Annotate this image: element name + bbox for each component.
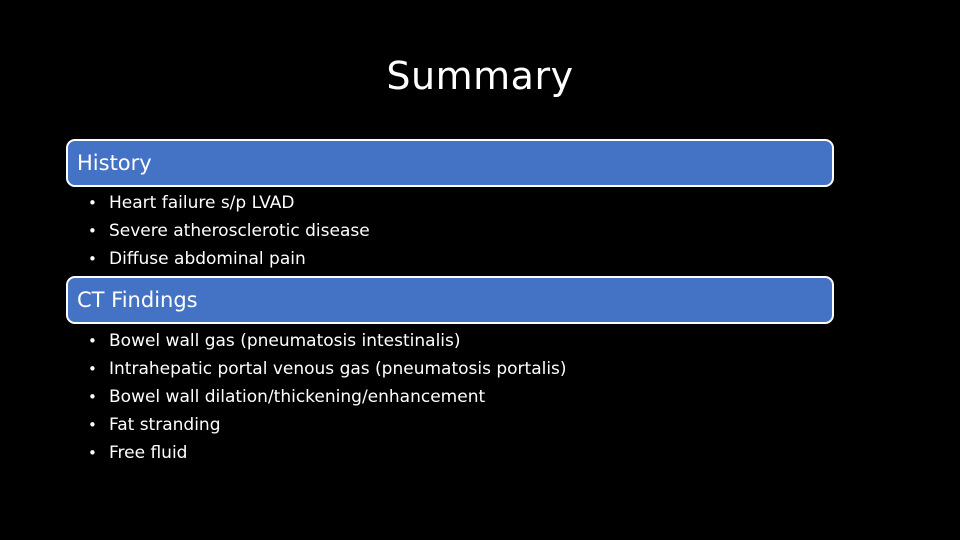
list-item-text: Free fluid [109, 443, 188, 463]
list-item-text: Severe atherosclerotic disease [109, 221, 370, 241]
list-item [88, 411, 567, 439]
list-item-text: Diffuse abdominal pain [109, 249, 306, 269]
list-item [88, 217, 370, 245]
bullet-icon: • [88, 222, 97, 240]
slide-title: Summary [386, 54, 574, 98]
bullet-icon: • [88, 388, 97, 406]
list-item [88, 189, 370, 217]
list-item [88, 439, 567, 467]
section-header-ct-findings: CT Findings [66, 276, 834, 324]
list-item [88, 383, 567, 411]
bullet-icon: • [88, 250, 97, 268]
list-item [88, 355, 567, 383]
bullet-icon: • [88, 360, 97, 378]
bullet-icon: • [88, 194, 97, 212]
list-item-text: Bowel wall gas (pneumatosis intestinalis) [109, 331, 461, 351]
list-item-text: Intrahepatic portal venous gas (pneumatosis portalis) [109, 359, 567, 379]
history-list [88, 189, 370, 273]
ct-findings-list [88, 327, 567, 467]
bullet-icon: • [88, 444, 97, 462]
bullet-icon: • [88, 332, 97, 350]
list-item-text: Bowel wall dilation/thickening/enhancement [109, 387, 486, 407]
section-header-history: History [66, 139, 834, 187]
bullet-icon: • [88, 416, 97, 434]
list-item-text: Heart failure s/p LVAD [109, 193, 295, 213]
list-item [88, 327, 567, 355]
list-item [88, 245, 370, 273]
list-item-text: Fat stranding [109, 415, 221, 435]
